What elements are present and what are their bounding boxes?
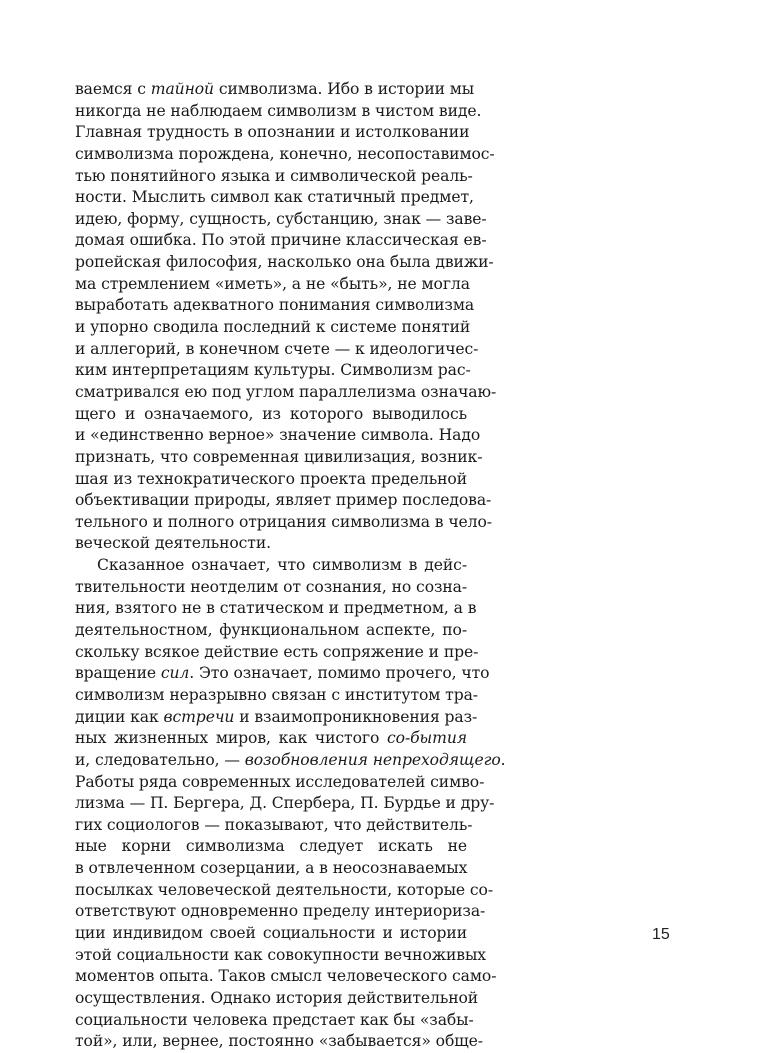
text-line: этой социальности как совокупности вечноживых bbox=[75, 945, 486, 964]
text-line: сматривался ею под углом параллелизма означаю- bbox=[75, 382, 497, 401]
line-segment: и взаимопроникновения раз- bbox=[234, 707, 478, 726]
line-segment: ваемся с bbox=[75, 80, 151, 98]
paragraph bbox=[75, 555, 506, 1053]
line-segment: . bbox=[500, 750, 506, 769]
text-line: гих социологов — показывают, что действитель- bbox=[75, 815, 473, 834]
text-line: тью понятийного языка и символической реаль- bbox=[75, 166, 473, 185]
text-line: ния, взятого не в статическом и предметном, а в bbox=[75, 599, 477, 618]
text-line: идею, форму, сущность, субстанцию, знак — заве- bbox=[75, 209, 487, 228]
text-line: Работы ряда современных исследователей симво- bbox=[75, 772, 485, 791]
emphasis-text: встречи bbox=[163, 707, 235, 726]
line-segment: и, следовательно, — bbox=[75, 750, 245, 769]
text-line: выработать адекватного понимания символизма bbox=[75, 296, 475, 315]
text-line: символизма порождена, конечно, несопоставимос- bbox=[75, 144, 495, 163]
line-segment: ных жизненных миров, как чистого bbox=[75, 729, 388, 748]
text-line: никогда не наблюдаем символизм в чистом виде. bbox=[75, 101, 482, 120]
text-line: ные корни символизма следует искать не bbox=[75, 837, 467, 856]
text-line: символизм неразрывно связан с институтом тра- bbox=[75, 685, 478, 704]
text-line: ким интерпретациям культуры. Символизм рас- bbox=[75, 361, 471, 380]
text-line: той», или, вернее, постоянно «забывается» обще- bbox=[75, 1032, 483, 1051]
text-line: социальности человека предстает как бы «забы- bbox=[75, 1010, 474, 1029]
text-line bbox=[75, 663, 490, 685]
text-line: деятельностном, функциональном аспекте, по- bbox=[75, 621, 467, 640]
text-line bbox=[75, 750, 506, 772]
text-line: ропейская философия, насколько она была движи- bbox=[75, 253, 494, 272]
page-body bbox=[75, 79, 506, 1053]
text-line: ции индивидом своей социальности и истории bbox=[75, 923, 467, 942]
emphasis-text: возобновления непреходящего bbox=[244, 750, 501, 769]
text-line: и упорно сводила последний к системе понятий bbox=[75, 318, 471, 337]
page-number: 15 bbox=[652, 926, 670, 943]
emphasis-text: со-бытия bbox=[387, 729, 467, 748]
text-line: щего и означаемого, из которого выводилось bbox=[75, 404, 467, 423]
text-line: осуществления. Однако история действительной bbox=[75, 988, 479, 1007]
text-line bbox=[75, 728, 467, 750]
text-line: и аллегорий, в конечном счете — к идеологичес- bbox=[75, 339, 479, 358]
text-line: домая ошибка. По этой причине классическая ев- bbox=[75, 231, 487, 250]
line-segment: . Это означает, помимо прочего, что bbox=[189, 664, 490, 683]
text-line: ответствуют одновременно пределу интериориза- bbox=[75, 902, 486, 921]
text-line: веческой деятельности. bbox=[75, 534, 271, 553]
text-line: твительности неотделим от сознания, но созна- bbox=[75, 577, 468, 596]
text-line bbox=[75, 79, 475, 101]
text-line: признать, что современная цивилизация, возник- bbox=[75, 447, 483, 466]
text-line: и «единственно верное» значение символа. Надо bbox=[75, 426, 481, 445]
text-line: шая из технократического проекта предельной bbox=[75, 469, 467, 488]
text-line: Главная трудность в опознании и истолковании bbox=[75, 123, 470, 142]
text-line: объективации природы, являет пример последова- bbox=[75, 491, 492, 510]
emphasis-text: тайной bbox=[150, 80, 214, 98]
text-line: лизма — П. Бергера, Д. Спербера, П. Бурдье и дру- bbox=[75, 794, 495, 813]
text-line: в отвлеченном созерцании, а в неосознаваемых bbox=[75, 859, 468, 878]
text-line: ма стремлением «иметь», а не «быть», не могла bbox=[75, 274, 470, 293]
text-line: Сказанное означает, что символизм в дейс- bbox=[97, 556, 467, 575]
text-line: моментов опыта. Таков смысл человеческого само- bbox=[75, 967, 497, 986]
emphasis-text: сил bbox=[160, 664, 190, 683]
text-line: тельного и полного отрицания символизма в чело- bbox=[75, 512, 492, 531]
line-segment: диции как bbox=[75, 707, 164, 726]
text-line: скольку всякое действие есть сопряжение и пре- bbox=[75, 642, 479, 661]
text-line bbox=[75, 707, 478, 729]
line-segment: вращение bbox=[75, 664, 161, 683]
line-segment: символизма. Ибо в истории мы bbox=[214, 80, 475, 98]
text-line: посылках человеческой деятельности, которые со- bbox=[75, 880, 494, 899]
text-line: ности. Мыслить символ как статичный предмет, bbox=[75, 188, 474, 207]
paragraph bbox=[75, 79, 497, 555]
